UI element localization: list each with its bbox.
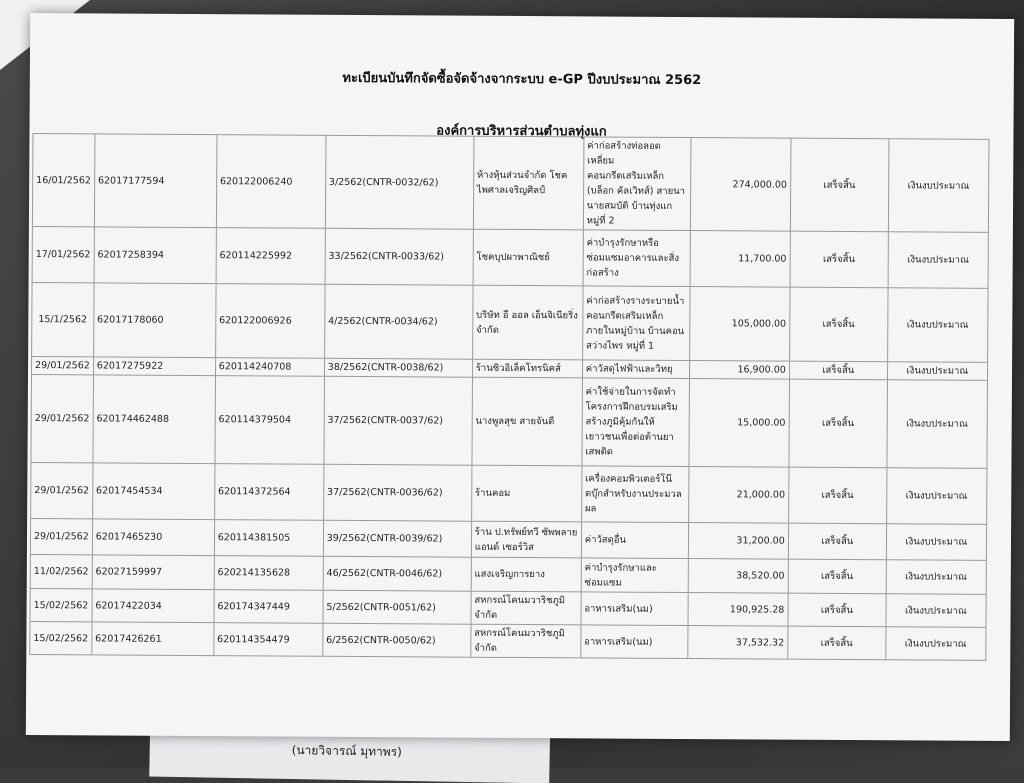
table-row [32, 283, 988, 363]
row-date: 15/02/2562 [30, 589, 92, 622]
row-amount: 11,700.00 [690, 231, 790, 288]
table-row [32, 227, 988, 289]
document-title: ทะเบียนบันทึกจัดซื้อจัดจ้างจากระบบ e-GP ปีงบประมาณ 2562 [342, 70, 702, 89]
row-contract-no: 37/2562(CNTR-0036/62) [323, 464, 471, 521]
row-contract-no: 37/2562(CNTR-0037/62) [324, 376, 473, 465]
row-project-no: 620174462488 [93, 375, 216, 464]
row-date: 15/1/2562 [32, 283, 94, 357]
row-contract-no: 39/2562(CNTR-0039/62) [323, 520, 471, 557]
row-date: 29/01/2562 [31, 463, 93, 519]
table-body [30, 134, 989, 661]
row-status: เสร็จสิ้น [790, 138, 889, 232]
signature-name: (นายวิจารณ์ มุทาพร) [291, 742, 402, 759]
row-control-no: 620214135628 [214, 556, 323, 591]
row-control-no: 620114381505 [214, 520, 323, 557]
row-contract-no: 6/2562(CNTR-0050/62) [323, 623, 471, 657]
row-vendor: สหกรณ์โคนมวาริชภูมิ จำกัด [471, 591, 581, 625]
row-project-no: 62017454534 [92, 463, 214, 520]
row-control-no: 620122006240 [216, 135, 326, 229]
table-row [30, 519, 986, 561]
row-contract-no: 46/2562(CNTR-0046/62) [323, 556, 471, 591]
row-date: 16/01/2562 [32, 134, 94, 227]
row-funding-source: เงินงบประมาณ [886, 627, 986, 661]
row-project-no: 62027159997 [92, 555, 214, 590]
row-contract-no: 5/2562(CNTR-0051/62) [323, 590, 471, 624]
procurement-table [29, 133, 989, 661]
row-funding-source: เงินงบประมาณ [886, 468, 986, 525]
row-status: เสร็จสิ้น [790, 231, 888, 288]
table-row [31, 375, 987, 469]
row-status: เสร็จสิ้น [788, 593, 886, 627]
row-item: อาหารเสริม(นม) [581, 625, 688, 659]
row-control-no: 620174347449 [214, 590, 323, 624]
row-contract-no: 4/2562(CNTR-0034/62) [324, 284, 472, 359]
row-funding-source: เงินงบประมาณ [886, 594, 986, 628]
row-project-no: 62017178060 [93, 283, 215, 358]
row-vendor: ร้าน ป.ทรัพย์ทวี ซัพพลาย แอนด์ เซอร์วิส [471, 521, 581, 558]
row-funding-source: เงินงบประมาณ [888, 232, 988, 289]
row-status: เสร็จสิ้น [789, 287, 887, 362]
row-control-no: 620114379504 [215, 376, 325, 465]
row-date: 11/02/2562 [30, 555, 92, 589]
row-contract-no: 38/2562(CNTR-0038/62) [324, 358, 472, 377]
row-project-no: 62017275922 [93, 357, 215, 376]
row-amount: 21,000.00 [688, 467, 788, 524]
row-vendor: สหกรณ์โคนมวาริชภูมิ จำกัด [471, 624, 581, 658]
row-date: 17/01/2562 [32, 227, 94, 283]
row-vendor: ห้างหุ้นส่วนจำกัด โชคไพศาลเจริญศิลป์ [473, 136, 584, 230]
row-item: ค่าวัสดุไฟฟ้าและวิทยุ [582, 360, 689, 379]
row-amount: 31,200.00 [688, 523, 788, 560]
row-status: เสร็จสิ้น [789, 379, 888, 468]
row-control-no: 620114372564 [214, 464, 323, 521]
row-date: 29/01/2562 [30, 519, 92, 555]
row-control-no: 620114354479 [214, 623, 323, 657]
row-amount: 16,900.00 [689, 361, 789, 380]
row-control-no: 620114240708 [215, 358, 324, 377]
row-date: 29/01/2562 [32, 357, 94, 375]
row-date: 29/01/2562 [31, 375, 93, 463]
row-funding-source: เงินงบประมาณ [887, 362, 987, 381]
row-vendor: แสงเจริญการยาง [471, 557, 581, 592]
document-subtitle: องค์การบริหารส่วนตำบลทุ่งแก [436, 123, 607, 140]
row-status: เสร็จสิ้น [788, 467, 886, 524]
row-vendor: ร้านคอม [471, 465, 581, 522]
row-date: 15/02/2562 [30, 622, 92, 655]
row-item: ค่าบำรุงรักษาหรือซ่อมแซมอาคารและสิ่งก่อสร้าง [583, 230, 690, 287]
row-project-no: 62017426261 [92, 622, 214, 656]
table-row [30, 555, 986, 595]
table-row [30, 622, 986, 661]
row-item: อาหารเสริม(นม) [581, 592, 688, 626]
row-item: เครื่องคอมพิวเตอร์โน๊ตบุ๊กสำหรับงานประมวลผล [581, 466, 688, 523]
row-control-no: 620114225992 [216, 228, 325, 285]
row-status: เสร็จสิ้น [788, 523, 886, 560]
row-project-no: 62017177594 [94, 134, 217, 228]
row-project-no: 62017258394 [94, 227, 216, 284]
row-amount: 37,532.32 [688, 626, 788, 660]
document-page [26, 13, 1014, 741]
row-item: ค่าวัสดุอื่น [581, 522, 688, 559]
row-vendor: โชคบุปผาพาณิชย์ [473, 229, 583, 286]
row-contract-no: 3/2562(CNTR-0032/62) [325, 135, 474, 229]
row-vendor: นางพูลสุข สายจันดี [472, 377, 583, 466]
row-contract-no: 33/2562(CNTR-0033/62) [325, 228, 473, 285]
row-funding-source: เงินงบประมาณ [886, 560, 986, 595]
row-amount: 38,520.00 [688, 559, 788, 594]
row-vendor: บริษัท อี ออล เอ็นจิเนียริ่ง จำกัด [472, 285, 582, 360]
row-amount: 274,000.00 [690, 138, 791, 232]
row-funding-source: เงินงบประมาณ [888, 139, 989, 233]
row-control-no: 620122006926 [215, 284, 324, 359]
row-project-no: 62017465230 [92, 519, 214, 556]
row-funding-source: เงินงบประมาณ [887, 288, 987, 363]
table-row [31, 463, 987, 525]
row-project-no: 62017422034 [92, 589, 214, 623]
row-status: เสร็จสิ้น [788, 626, 886, 660]
row-status: เสร็จสิ้น [789, 361, 887, 380]
row-amount: 190,925.28 [688, 593, 788, 627]
row-item: ค่าก่อสร้างท่อลอดเหลี่ยมคอนกรีตเสริมเหล็ก (บล็อก คัลเวิทส์) สายนานายสมบัติ บ้านทุ่งแก หมู่ที่ 2 [583, 137, 691, 231]
row-item: ค่าใช้จ่ายในการจัดทำโครงการฝึกอบรมเสริมสร้างภูมิคุ้มกันให้เยาวชนเพื่อต่อต้านยาเสพติด [582, 378, 690, 467]
table-row [32, 134, 988, 233]
row-funding-source: เงินงบประมาณ [887, 380, 988, 469]
row-vendor: ร้านซิวอิเล็คโทรนิคส์ [472, 359, 582, 378]
row-amount: 105,000.00 [689, 287, 789, 362]
row-funding-source: เงินงบประมาณ [886, 524, 986, 561]
row-status: เสร็จสิ้น [788, 559, 886, 594]
row-amount: 15,000.00 [689, 379, 790, 468]
row-item: ค่าก่อสร้างรางระบายน้ำคอนกรีตเสริมเหล็ก ภายในหมู่บ้าน บ้านคอนสว่างไพร หมู่ที่ 1 [582, 286, 689, 361]
row-item: ค่าบำรุงรักษาและซ่อมแซม [581, 558, 688, 593]
